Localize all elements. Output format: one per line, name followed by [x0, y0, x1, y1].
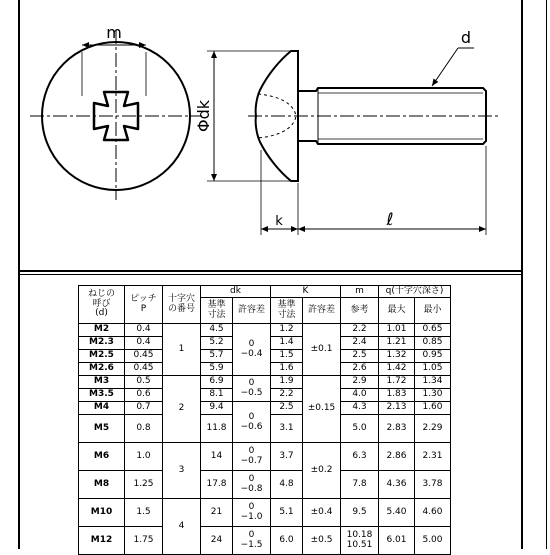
header-q: q(十字穴深さ) [379, 286, 451, 298]
label-m: m [106, 23, 122, 42]
table-row: M2.3 0.4 5.2 1.4 2.4 1.21 0.85 [79, 337, 451, 350]
header-m: m [341, 286, 379, 298]
label-l: ℓ [386, 210, 394, 230]
dk-tolerance-cell: 0 −0.5 [233, 376, 271, 402]
table-row: M2 0.4 1 4.5 0 −0.4 1.2 ±0.1 2.2 1.01 0.65 [79, 324, 451, 337]
header-dk: dk [201, 286, 271, 298]
recess-number-cell: 2 [163, 376, 201, 443]
screw-side-view [194, 28, 500, 235]
k-tolerance-cell: ±0.15 [303, 376, 341, 443]
m-reference-cell: 10.18 10.51 [341, 527, 379, 555]
k-tolerance-cell: ±0.5 [303, 527, 341, 555]
table-row: M3.5 0.6 8.1 2.2 4.0 1.83 1.30 [79, 389, 451, 402]
label-k: k [275, 214, 283, 229]
dk-tolerance-cell: 0 −0.8 [233, 471, 271, 499]
header-k-tolerance: 許容差 [303, 298, 341, 324]
header-dk-tolerance: 許容差 [233, 298, 271, 324]
header-recess-number: 十字穴 の番号 [163, 286, 201, 324]
header-dk-basic: 基準 寸法 [201, 298, 233, 324]
label-d: d [460, 28, 472, 47]
dk-tolerance-cell: 0 −1.5 [233, 527, 271, 555]
label-dk: Φdk [194, 99, 213, 133]
table-row: M2.6 0.45 5.9 1.6 2.6 1.42 1.05 [79, 363, 451, 376]
recess-number-cell: 4 [163, 499, 201, 555]
dk-tolerance-cell: 0 −1.0 [233, 499, 271, 527]
table-row: M5 0.8 11.8 3.1 5.0 2.83 2.29 [79, 415, 451, 443]
frame-divider-bottom [20, 274, 521, 275]
dk-tolerance-cell: 0 −0.6 [233, 402, 271, 443]
table-row: M3 0.5 2 6.9 0 −0.5 1.9 ±0.15 2.9 1.72 1.34 [79, 376, 451, 389]
frame-divider-top [20, 270, 521, 272]
table-row: M12 1.75 24 0 −1.5 6.0 ±0.5 10.18 10.51 6.01 5.00 [79, 527, 451, 555]
header-nominal: ねじの 呼び (d) [79, 286, 125, 324]
table-row: M6 1.0 3 14 0 −0.7 3.7 ±0.2 6.3 2.86 2.31 [79, 443, 451, 471]
table-row: M10 1.5 4 21 0 −1.0 5.1 ±0.4 9.5 5.40 4.60 [79, 499, 451, 527]
k-tolerance-cell: ±0.2 [303, 443, 341, 499]
scan-edge-line [546, 0, 547, 549]
d-leader-line [432, 48, 458, 86]
header-q-max: 最大 [379, 298, 415, 324]
header-q-min: 最小 [415, 298, 451, 324]
header-pitch: ピッチ P [125, 286, 163, 324]
dk-tolerance-cell: 0 −0.7 [233, 443, 271, 471]
table-row: M2.5 0.45 5.7 1.5 2.5 1.32 0.95 [79, 350, 451, 363]
recess-number-cell: 1 [163, 324, 201, 376]
header-k: K [271, 286, 341, 298]
table-row: M8 1.25 17.8 0 −0.8 4.8 7.8 4.36 3.78 [79, 471, 451, 499]
k-tolerance-cell: ±0.4 [303, 499, 341, 527]
screw-drawing [22, 0, 522, 268]
head-top-view [30, 23, 202, 200]
header-m-reference: 参考 [341, 298, 379, 324]
header-k-basic: 基準 寸法 [271, 298, 303, 324]
table-row: M4 0.7 9.4 0 −0.6 2.5 4.3 2.13 1.60 [79, 402, 451, 415]
k-tolerance-cell: ±0.1 [303, 324, 341, 376]
dk-tolerance-cell: 0 −0.4 [233, 324, 271, 376]
recess-number-cell: 3 [163, 443, 201, 499]
screw-spec-table [78, 285, 451, 555]
